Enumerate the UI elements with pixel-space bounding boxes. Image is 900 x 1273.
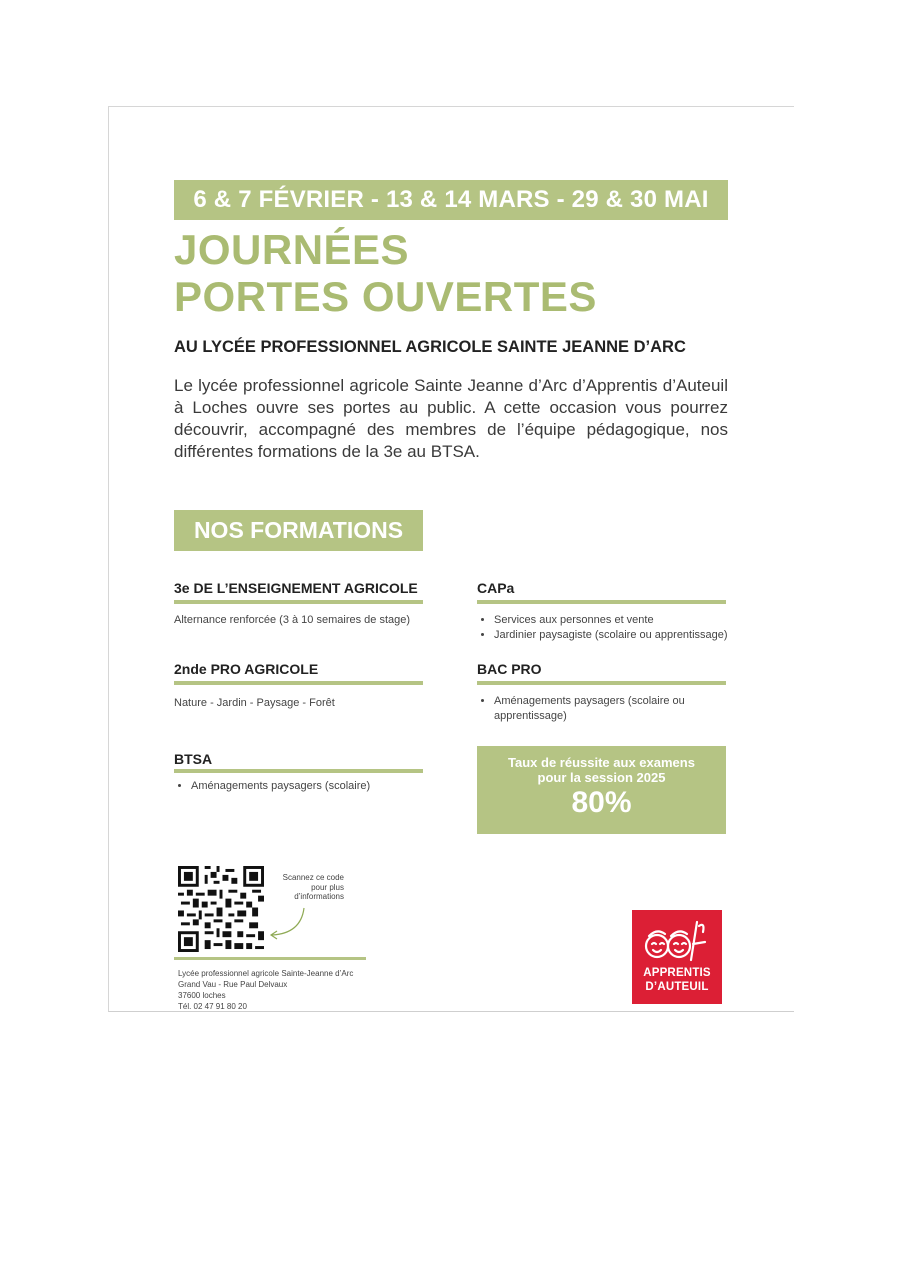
success-rate-box <box>477 746 726 834</box>
qr-note-line-2: pour plus <box>311 882 344 892</box>
formation-bacpro-underline <box>477 681 726 685</box>
formation-capa-underline <box>477 600 726 604</box>
formation-btsa-underline <box>174 769 423 773</box>
formation-2nde-underline <box>174 681 423 685</box>
formation-3e-underline <box>174 600 423 604</box>
address-line-1: Lycée professionnel agricole Sainte-Jeanne d’Arc <box>178 969 354 978</box>
dates-banner: 6 & 7 FÉVRIER - 13 & 14 MARS - 29 & 30 MAI <box>174 180 728 220</box>
children-logo-icon <box>641 916 713 966</box>
formation-bacpro-title: BAC PRO <box>477 661 542 677</box>
formation-btsa-list <box>174 779 370 794</box>
qr-note-line-3: d’informations <box>294 892 344 901</box>
page-title <box>174 226 734 320</box>
address-line-3: 37600 loches <box>178 991 226 1000</box>
list-item: • Aménagements paysagers (scolaire) <box>191 779 370 794</box>
apprentis-auteuil-logo <box>632 910 722 1004</box>
formation-btsa-title: BTSA <box>174 751 213 767</box>
address-line-2: Grand Vau - Rue Paul Delvaux <box>178 980 288 989</box>
curved-arrow-icon <box>268 904 308 942</box>
success-line-1: Taux de réussite aux examens <box>508 755 695 770</box>
address-divider <box>174 957 366 960</box>
formations-heading: NOS FORMATIONS <box>174 510 423 551</box>
title-line-2: PORTES OUVERTES <box>174 273 597 320</box>
formation-capa-title: CAPa <box>477 580 515 596</box>
qr-note <box>282 873 344 902</box>
formation-3e-desc: Alternance renforcée (3 à 10 semaires de stage) <box>174 614 411 626</box>
formation-capa-list <box>477 613 728 643</box>
address-line-4: Tél. 02 47 91 80 20 <box>178 1002 247 1011</box>
list-item: • Services aux personnes et vente <box>494 613 728 628</box>
formation-2nde-desc: Nature - Jardin - Paysage - Forêt <box>174 697 335 709</box>
qr-note-line-1: Scannez ce code <box>282 873 344 882</box>
intro-paragraph: Le lycée professionnel agricole Sainte Jeanne d’Arc d’Apprentis d’Auteuil à Loches ouvre ses portes au public. A cette occasion vous pourrez découvrir, accompagné des membres de l’équipe pédagogique, nos différentes formations de la 3e au BTSA. <box>174 376 728 461</box>
logo-line-1: APPRENTIS <box>643 967 711 979</box>
success-rate-value: 80% <box>571 786 632 819</box>
formation-bacpro-list <box>477 694 717 724</box>
formation-3e-title: 3e DE L’ENSEIGNEMENT AGRICOLE <box>174 580 418 596</box>
qr-code-icon[interactable] <box>178 866 264 952</box>
list-item: • Jardinier paysagiste (scolaire ou apprentissage) <box>494 628 728 643</box>
success-line-2: pour la session 2025 <box>537 770 666 785</box>
subtitle: AU LYCÉE PROFESSIONNEL AGRICOLE SAINTE JEANNE D’ARC <box>174 338 686 356</box>
list-item: • Aménagements paysagers (scolaire ou apprentissage) <box>494 694 717 724</box>
title-line-1: JOURNÉES <box>174 226 410 273</box>
school-address <box>178 968 354 1011</box>
logo-line-2: D’AUTEUIL <box>645 980 709 993</box>
formation-2nde-title: 2nde PRO AGRICOLE <box>174 661 319 677</box>
